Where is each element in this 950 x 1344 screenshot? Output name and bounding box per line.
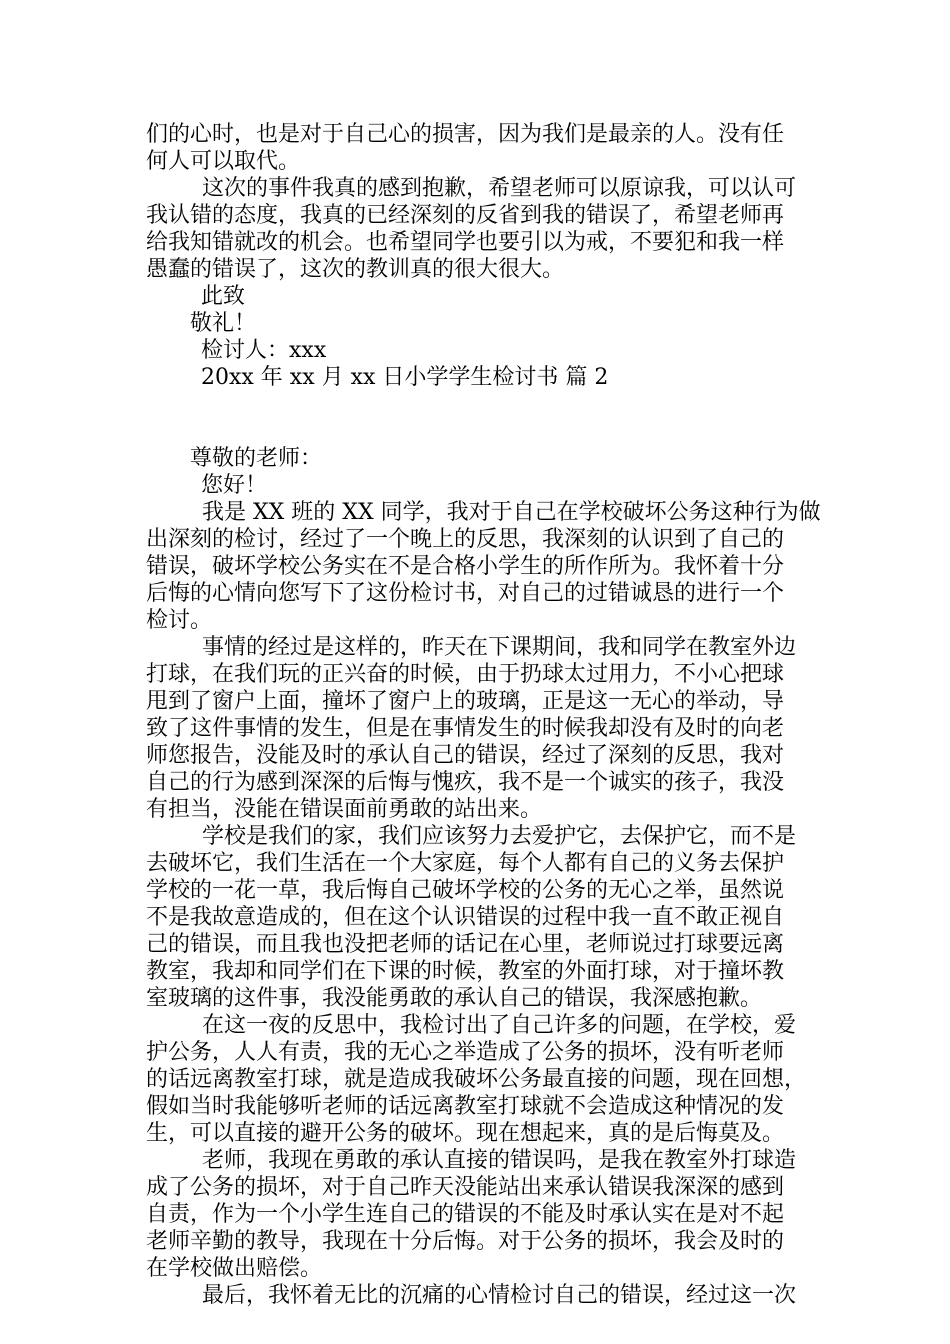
text-line: 假如当时我能够听老师的话远离教室打球就不会造成这种情况的发 (146, 1094, 785, 1119)
text-line: 20xx 年 xx 月 xx 日小学学生检讨书 篇 2 (201, 365, 609, 390)
text-line: 护公务，人人有责，我的无心之举造成了公务的损坏，没有听老师 (146, 1040, 785, 1065)
salutation (190, 445, 870, 472)
body-paragraph-4 (146, 1012, 826, 1147)
body-paragraph-5 (146, 1147, 826, 1282)
text-line: 去破坏它，我们生活在一个大家庭，每个人都有自己的义务去保护 (146, 851, 785, 876)
text-line: 此致 (201, 284, 246, 309)
text-line: 学校是我们的家，我们应该努力去爱护它，去保护它，而不是 (202, 824, 797, 849)
date-and-title-line (201, 364, 881, 391)
text-line: 们的心时，也是对于自己心的损害，因为我们是最亲的人。没有任 (146, 122, 785, 147)
text-line: 在这一夜的反思中，我检讨出了自己许多的问题，在学校，爱 (202, 1013, 797, 1038)
text-line: 老师辛勤的教导，我现在十分后悔。对于公务的损坏，我会及时的 (146, 1229, 785, 1254)
text-line: 老师，我现在勇敢的承认直接的错误吗，是我在教室外打球造 (202, 1148, 797, 1173)
text-line: 成了公务的损坏，对于自己昨天没能站出来承认错误我深深的感到 (146, 1175, 785, 1200)
text-line: 己的错误，而且我也没把老师的话记在心里，老师说过打球要远离 (146, 932, 785, 957)
text-line: 打球，在我们玩的正兴奋的时候，由于扔球太过用力，不小心把球 (146, 662, 785, 687)
text-line: 错误，破坏学校公务实在不是合格小学生的所作所为。我怀着十分 (146, 554, 785, 579)
text-line: 这次的事件我真的感到抱歉，希望老师可以原谅我，可以认可 (202, 176, 797, 201)
text-line: 后悔的心情向您写下了这份检讨书，对自己的过错诚恳的进行一个 (146, 581, 785, 606)
body-paragraph-2 (146, 634, 826, 823)
text-line: 我是 XX 班的 XX 同学，我对于自己在学校破坏公务这种行为做 (202, 500, 821, 525)
body-paragraph-1 (146, 499, 826, 634)
text-line: 有担当，没能在错误面前勇敢的站出来。 (146, 797, 543, 822)
text-line: 检讨人：xxx (201, 338, 327, 363)
text-line: 致了这件事情的发生，但是在事情发生的时候我却没有及时的向老 (146, 716, 785, 741)
text-line: 生，可以直接的避开公务的破坏。现在想起来，真的是后悔莫及。 (146, 1121, 785, 1146)
text-line: 师您报告，没能及时的承认自己的错误，经过了深刻的反思，我对 (146, 743, 785, 768)
text-line: 在学校做出赔偿。 (146, 1256, 323, 1281)
text-line: 给我知错就改的机会。也希望同学也要引以为戒，不要犯和我一样 (146, 230, 785, 255)
greeting (201, 472, 881, 499)
text-line: 尊敬的老师： (190, 446, 323, 471)
text-line: 我认错的态度，我真的已经深刻的反省到我的错误了，希望老师再 (146, 203, 785, 228)
closing-jing-li (190, 310, 870, 337)
text-line: 最后，我怀着无比的沉痛的心情检讨自己的错误，经过这一次 (202, 1283, 797, 1308)
text-line: 的话远离教室打球，就是造成我破坏公务最直接的问题，现在回想， (146, 1067, 807, 1092)
text-line: 室玻璃的这件事，我没能勇敢的承认自己的错误，我深感抱歉。 (146, 986, 763, 1011)
text-line: 自责，作为一个小学生连自己的错误的不能及时承认实在是对不起 (146, 1202, 785, 1227)
text-line: 何人可以取代。 (146, 149, 301, 174)
text-line: 愚蠢的错误了，这次的教训真的很大很大。 (146, 257, 565, 282)
closing-ci-zhi (201, 283, 881, 310)
text-line: 事情的经过是这样的，昨天在下课期间，我和同学在教室外边 (202, 635, 797, 660)
text-line: 不是我故意造成的，但在这个认识错误的过程中我一直不敢正视自 (146, 905, 785, 930)
text-line: 甩到了窗户上面，撞坏了窗户上的玻璃，正是这一无心的举动，导 (146, 689, 785, 714)
body-paragraph-6 (146, 1282, 826, 1309)
text-line: 学校的一花一草，我后悔自己破坏学校的公务的无心之举，虽然说 (146, 878, 785, 903)
text-line: 检讨。 (146, 608, 213, 633)
text-line: 教室，我却和同学们在下课的时候，教室的外面打球，对于撞坏教 (146, 959, 785, 984)
body-paragraph-3 (146, 823, 826, 1012)
continuation-paragraph (146, 121, 826, 175)
text-line: 您好！ (201, 473, 268, 498)
text-line: 自己的行为感到深深的后悔与愧疚，我不是一个诚实的孩子，我没 (146, 770, 785, 795)
apology-paragraph (146, 175, 826, 283)
signer-line (201, 337, 881, 364)
text-line: 出深刻的检讨，经过了一个晚上的反思，我深刻的认识到了自己的 (146, 527, 785, 552)
text-line: 敬礼！ (190, 311, 257, 336)
